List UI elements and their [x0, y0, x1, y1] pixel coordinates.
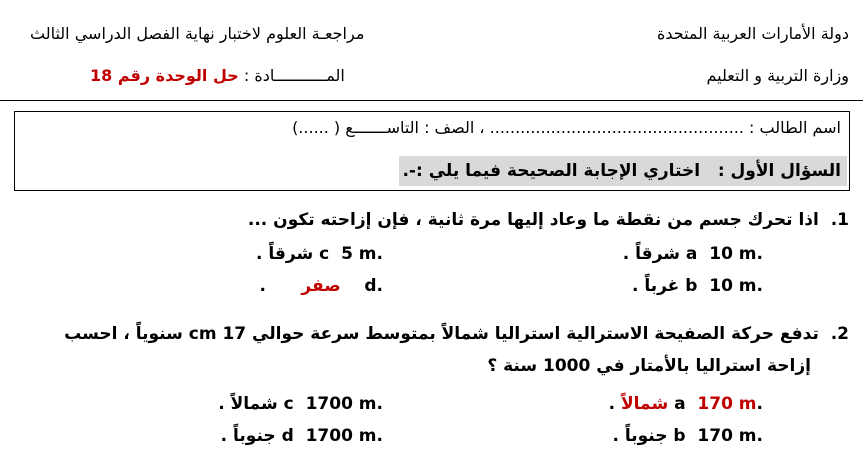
subject-value: حل الوحدة رقم 18: [90, 66, 239, 85]
subject-line: [90, 66, 345, 85]
option-text: 5 m شرقاً .: [256, 244, 377, 264]
question-2-number: 2.: [830, 324, 849, 344]
q2-option-c: [218, 394, 383, 414]
ministry-name: وزارة التربية و التعليم: [706, 66, 849, 85]
question-1: [248, 210, 849, 230]
option-letter: .d: [364, 276, 383, 296]
question-2-line2: إزاحة استراليا بالأمتار في 1000 سنة ؟: [487, 356, 811, 376]
correct-answer: صفر: [301, 276, 341, 296]
question-1-text: اذا تحرك جسم من نقطة ما وعاد إليها مرة ثانية ، فإن إزاحته تكون ...: [247, 210, 819, 230]
question-2-line1: تدفع حركة الصفيحة الاسترالية استراليا شمالاً بمتوسط سرعة حوالي 17 cm سنوياً ، احسب: [64, 324, 819, 344]
country-name: دولة الأمارات العربية المتحدة: [656, 24, 849, 43]
question-1-number: 1.: [830, 210, 849, 230]
option-letter: .b: [685, 276, 763, 296]
option-letter: .a: [685, 244, 763, 264]
question-2: [64, 324, 849, 344]
section-title: السؤال الأول :: [717, 161, 841, 181]
student-name-line: اسم الطالب : .................................................. ، الصف : التاســـــــع ( ......): [292, 118, 841, 137]
option-suffix: .: [259, 276, 266, 296]
section-heading: [402, 161, 841, 181]
review-title: مراجعـة العلوم لاختبار نهاية الفصل الدراسي الثالث: [30, 24, 365, 43]
option-text: 1700 m شمالاً .: [218, 394, 377, 414]
option-text: 1700 m جنوباً .: [220, 426, 377, 446]
option-letter: .c: [319, 244, 383, 264]
q1-option-a: [623, 244, 763, 264]
option-letter: .c: [283, 394, 383, 414]
subject-label: المـــــــــــادة :: [243, 66, 345, 85]
q1-option-c: [256, 244, 383, 264]
q1-option-b: [632, 276, 763, 296]
option-letter: .b: [673, 426, 763, 446]
option-text: 170 m جنوباً .: [612, 426, 757, 446]
option-letter: .d: [281, 426, 383, 446]
option-letter: .a: [674, 394, 763, 414]
q2-option-a: [609, 394, 763, 414]
section-instruction: اختاري الإجابة الصحيحة فيما يلي :-.: [402, 161, 701, 181]
q1-option-d: [259, 276, 383, 296]
option-suffix: .: [608, 394, 616, 414]
option-text: 10 m غرباً .: [631, 276, 757, 296]
header-divider: [0, 100, 863, 101]
option-text: 10 m شرقاً .: [622, 244, 757, 264]
correct-answer: 170 m شمالاً: [621, 394, 757, 414]
q2-option-d: [221, 426, 383, 446]
q2-option-b: [612, 426, 763, 446]
